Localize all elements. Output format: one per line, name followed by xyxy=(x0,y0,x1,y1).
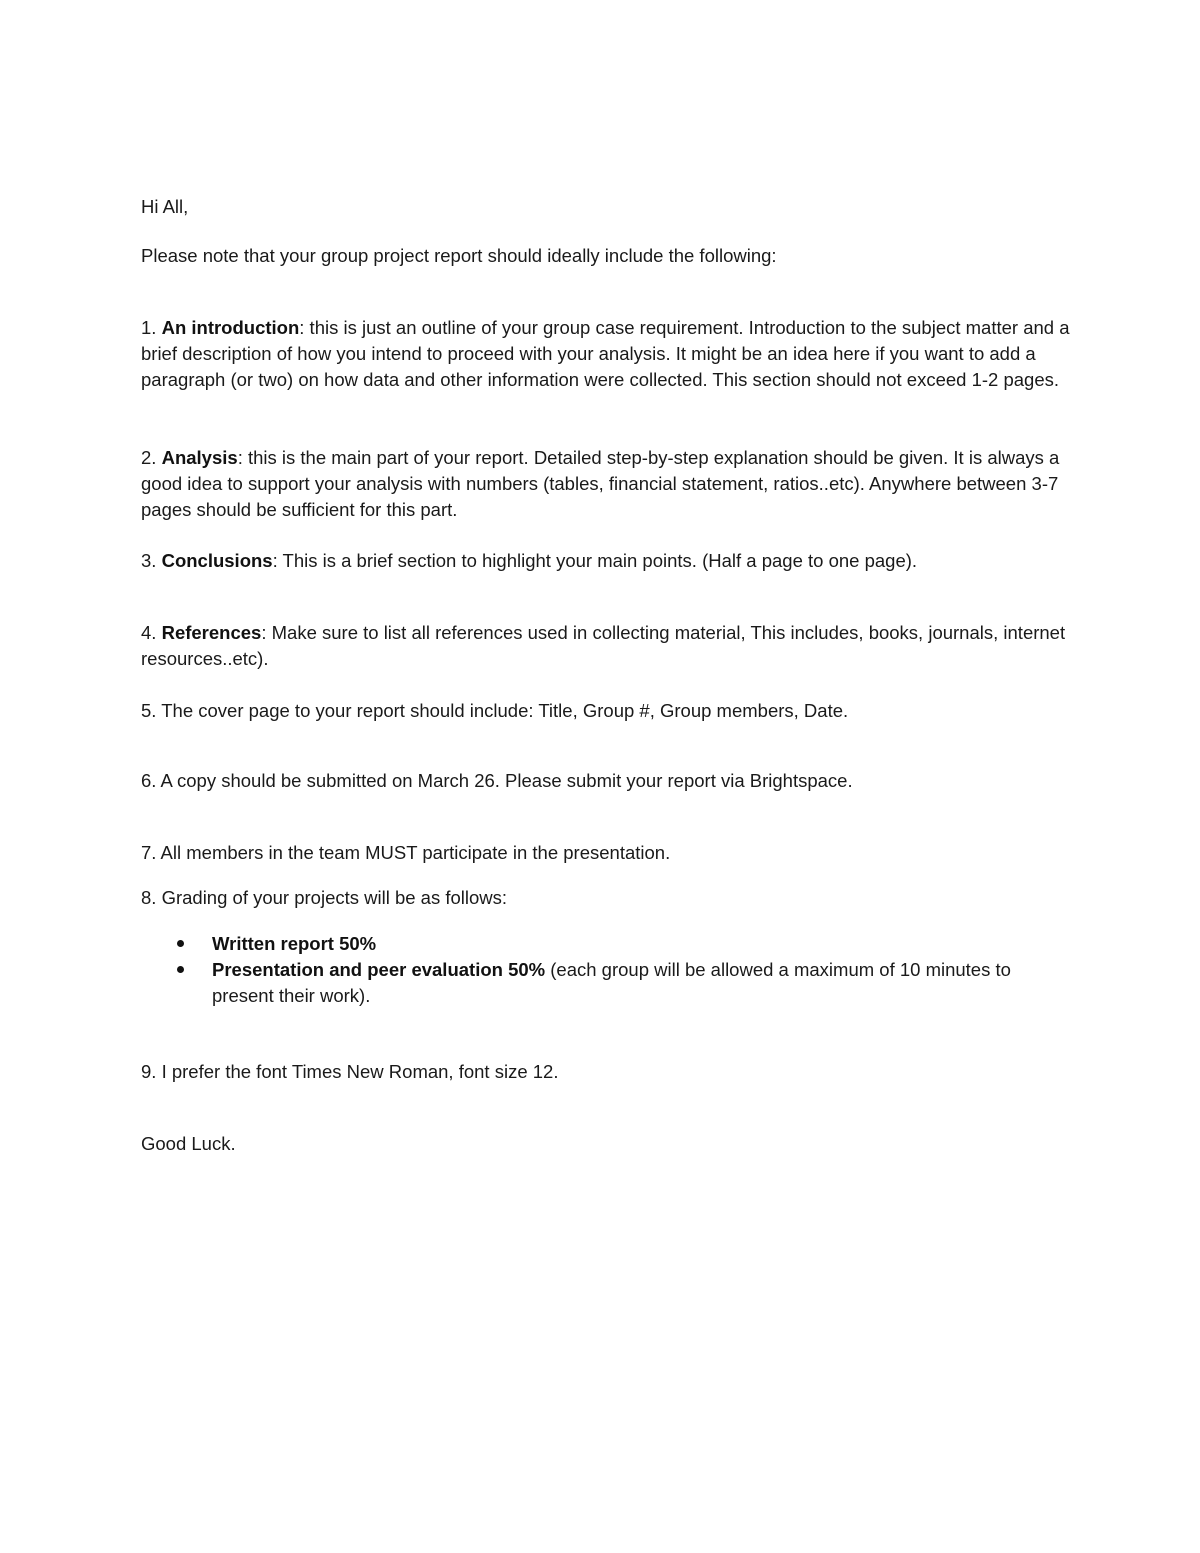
item-title: An introduction xyxy=(161,317,300,338)
item-title: Analysis xyxy=(161,447,238,468)
item-text: : This is a brief section to highlight your main points. (Half a page to one page). xyxy=(272,550,918,571)
grading-item-written xyxy=(141,931,1071,957)
bullet-icon xyxy=(177,966,184,973)
grading-bold: Presentation and peer evaluation 50% xyxy=(212,959,546,980)
item-title: References xyxy=(161,622,262,643)
grading-bold: Written report 50% xyxy=(212,933,377,954)
greeting: Hi All, xyxy=(141,196,189,217)
item-number: 2. xyxy=(141,447,162,468)
item-participation: 7. All members in the team MUST participate in the presentation. xyxy=(141,842,671,863)
closing: Good Luck. xyxy=(141,1133,236,1154)
item-references xyxy=(141,620,1071,672)
grading-text: (each group will be allowed a maximum of 10 minutes to present their work). xyxy=(212,959,1011,1006)
font-note: 9. I prefer the font Times New Roman, font size 12. xyxy=(141,1061,559,1082)
item-text: : Make sure to list all references used in collecting material, This includes, books, journals, internet resources..etc). xyxy=(141,622,1066,669)
item-text: : this is the main part of your report. Detailed step-by-step explanation should be given. It is always a good idea to support your analysis with numbers (tables, financial statement, ratios..etc). Anywhere between 3-7 pages should be sufficient for this part. xyxy=(141,447,1060,520)
item-text: : this is just an outline of your group case requirement. Introduction to the subject matter and a brief description of how you intend to proceed with your analysis. It might be an idea here if you want to add a paragraph (or two) on how data and other information were collected. This section should not exceed 1-2 pages. xyxy=(141,317,1070,390)
item-submission: 6. A copy should be submitted on March 26. Please submit your report via Brightspace. xyxy=(141,770,853,791)
item-title: Conclusions xyxy=(161,550,273,571)
item-number: 1. xyxy=(141,317,162,338)
item-number: 4. xyxy=(141,622,162,643)
item-number: 3. xyxy=(141,550,162,571)
item-conclusions xyxy=(141,548,1071,574)
intro-paragraph: Please note that your group project report should ideally include the following: xyxy=(141,245,777,266)
item-analysis xyxy=(141,445,1071,523)
item-introduction xyxy=(141,315,1071,393)
item-grading: 8. Grading of your projects will be as follows: xyxy=(141,887,508,908)
item-cover-page: 5. The cover page to your report should include: Title, Group #, Group members, Date. xyxy=(141,700,849,721)
bullet-icon xyxy=(177,940,184,947)
grading-item-presentation xyxy=(141,957,1071,1009)
grading-list xyxy=(141,931,1071,1009)
